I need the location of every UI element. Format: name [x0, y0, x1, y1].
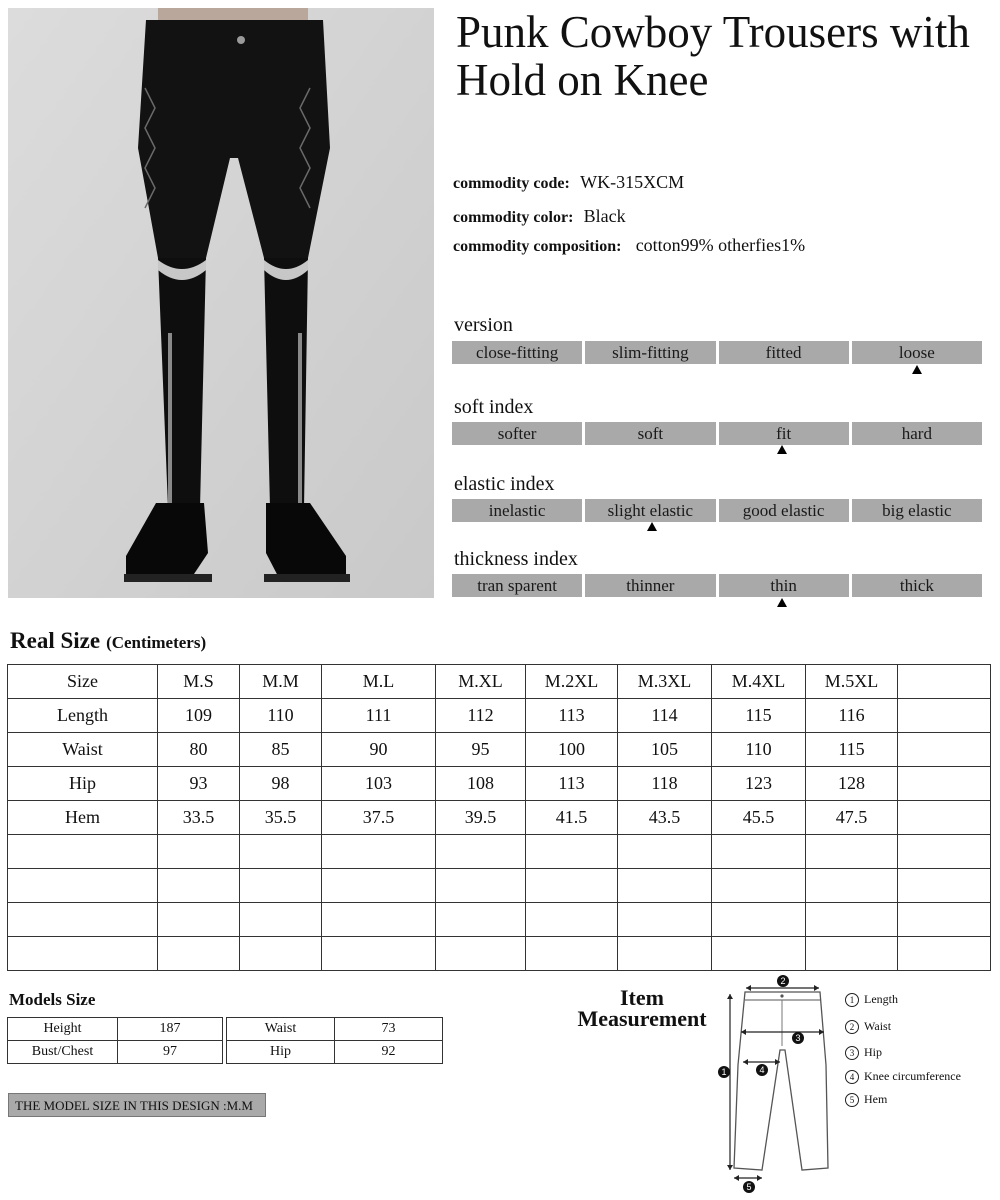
spec-commodity-code [453, 172, 684, 193]
size-row-label: Size [8, 665, 158, 699]
version-selected-marker [912, 365, 922, 374]
size-cell: 114 [618, 699, 712, 733]
size-cell: 103 [322, 767, 436, 801]
spec-commodity-composition [453, 235, 805, 256]
size-cell [712, 903, 806, 937]
size-cell: 45.5 [712, 801, 806, 835]
legend-item-waist [845, 1019, 891, 1034]
table-row [8, 869, 991, 903]
size-cell: 105 [618, 733, 712, 767]
legend-label: Hip [864, 1045, 882, 1059]
size-cell [322, 835, 436, 869]
size-cell: 128 [806, 767, 898, 801]
size-cell: 90 [322, 733, 436, 767]
size-cell: 115 [712, 699, 806, 733]
scale-option: slight elastic [585, 499, 715, 522]
scale-option: loose [852, 341, 982, 364]
size-cell: 80 [158, 733, 240, 767]
real-size-heading [10, 628, 206, 654]
size-cell [898, 903, 991, 937]
size-cell: 112 [436, 699, 526, 733]
size-cell [898, 869, 991, 903]
size-cell: 98 [240, 767, 322, 801]
size-cell: 41.5 [526, 801, 618, 835]
size-cell [240, 903, 322, 937]
svg-text:3: 3 [795, 1033, 801, 1043]
table-header-row [8, 665, 991, 699]
size-cell [898, 699, 991, 733]
size-row-label [8, 835, 158, 869]
legend-item-length [845, 992, 898, 1007]
real-size-title: Real Size [10, 628, 101, 653]
size-column-header: M.4XL [712, 665, 806, 699]
size-cell [806, 937, 898, 971]
model-measure-value: 187 [118, 1018, 223, 1041]
thickness-index-selected-marker [777, 598, 787, 607]
legend-label: Waist [864, 1019, 892, 1033]
size-cell [618, 903, 712, 937]
size-cell [618, 869, 712, 903]
size-cell: 43.5 [618, 801, 712, 835]
table-row [8, 801, 991, 835]
spec-value: WK-315XCM [580, 172, 685, 192]
model-measure-label: Waist [227, 1018, 335, 1041]
model-measure-value: 92 [335, 1041, 443, 1064]
size-cell [158, 937, 240, 971]
soft-index-title: soft index [454, 396, 534, 418]
legend-label: Length [864, 992, 898, 1006]
size-cell [158, 903, 240, 937]
models-size-table-left [7, 1017, 223, 1064]
spec-commodity-color [453, 206, 626, 227]
size-cell: 115 [806, 733, 898, 767]
model-measure-label: Bust/Chest [8, 1041, 118, 1064]
size-column-header: M.S [158, 665, 240, 699]
version-scale [452, 341, 982, 364]
model-measure-value: 97 [118, 1041, 223, 1064]
size-cell: 95 [436, 733, 526, 767]
size-column-header: M.M [240, 665, 322, 699]
table-row [227, 1041, 443, 1064]
model-size-design-note: THE MODEL SIZE IN THIS DESIGN :M.M [8, 1093, 266, 1117]
item-measurement-title: Item Measurement [577, 985, 707, 1031]
scale-option: tran sparent [452, 574, 582, 597]
product-photo [8, 8, 434, 598]
size-cell [712, 835, 806, 869]
table-row [8, 733, 991, 767]
size-cell [898, 835, 991, 869]
version-title: version [454, 314, 513, 336]
size-cell: 113 [526, 767, 618, 801]
size-cell: 100 [526, 733, 618, 767]
legend-label: Knee circumference [864, 1069, 961, 1083]
size-cell [806, 835, 898, 869]
size-row-label: Hem [8, 801, 158, 835]
size-cell [806, 869, 898, 903]
real-size-unit: (Centimeters) [106, 633, 207, 652]
table-row [8, 1041, 223, 1064]
size-cell [436, 937, 526, 971]
size-column-header: M.XL [436, 665, 526, 699]
size-cell [322, 869, 436, 903]
size-cell: 35.5 [240, 801, 322, 835]
table-row [8, 903, 991, 937]
size-row-label: Waist [8, 733, 158, 767]
size-cell [240, 835, 322, 869]
thickness-index-title: thickness index [454, 548, 578, 570]
size-cell [526, 903, 618, 937]
size-cell [526, 937, 618, 971]
size-cell: 110 [712, 733, 806, 767]
model-measure-label: Hip [227, 1041, 335, 1064]
scale-option: good elastic [719, 499, 849, 522]
size-cell [158, 869, 240, 903]
trousers-photo-illustration [8, 8, 434, 598]
scale-option: big elastic [852, 499, 982, 522]
size-column-header: M.2XL [526, 665, 618, 699]
size-cell [240, 937, 322, 971]
table-row [8, 937, 991, 971]
elastic-index-title: elastic index [454, 473, 555, 495]
size-cell [712, 869, 806, 903]
svg-text:4: 4 [759, 1065, 765, 1075]
scale-option: close-fitting [452, 341, 582, 364]
scale-option: soft [585, 422, 715, 445]
legend-item-hip [845, 1045, 882, 1060]
spec-label: commodity color: [453, 209, 574, 226]
legend-number: 3 [845, 1046, 859, 1060]
size-cell: 118 [618, 767, 712, 801]
real-size-table [7, 664, 991, 971]
size-cell: 39.5 [436, 801, 526, 835]
spec-label: commodity code: [453, 175, 570, 192]
legend-label: Hem [864, 1092, 888, 1106]
size-cell: 116 [806, 699, 898, 733]
size-row-label [8, 869, 158, 903]
size-cell [806, 903, 898, 937]
size-cell [898, 733, 991, 767]
svg-text:1: 1 [721, 1067, 727, 1077]
scale-option: thin [719, 574, 849, 597]
size-cell: 113 [526, 699, 618, 733]
legend-item-knee-circumference [845, 1069, 961, 1084]
size-cell: 111 [322, 699, 436, 733]
models-size-table-right [226, 1017, 443, 1064]
table-row [8, 1018, 223, 1041]
size-cell [898, 937, 991, 971]
model-measure-label: Height [8, 1018, 118, 1041]
legend-number: 2 [845, 1020, 859, 1034]
legend-item-hem [845, 1092, 887, 1107]
legend-number: 5 [845, 1093, 859, 1107]
size-cell: 123 [712, 767, 806, 801]
size-cell [240, 869, 322, 903]
real-size-table-body [8, 665, 991, 971]
size-cell [436, 869, 526, 903]
size-cell [436, 903, 526, 937]
size-row-label [8, 903, 158, 937]
elastic-index-scale [452, 499, 982, 522]
size-cell: 109 [158, 699, 240, 733]
elastic-index-selected-marker [647, 522, 657, 531]
size-cell [712, 937, 806, 971]
product-title: Punk Cowboy Trousers with Hold on Knee [456, 7, 970, 105]
size-cell: 37.5 [322, 801, 436, 835]
svg-text:5: 5 [746, 1182, 752, 1192]
models-size-heading: Models Size [9, 990, 96, 1009]
size-cell [436, 835, 526, 869]
table-row [227, 1018, 443, 1041]
spec-label: commodity composition: [453, 238, 622, 255]
spec-value: cotton99% otherfies1% [635, 235, 806, 255]
soft-index-scale [452, 422, 982, 445]
thickness-index-scale [452, 574, 982, 597]
model-measure-value: 73 [335, 1018, 443, 1041]
size-column-header: M.5XL [806, 665, 898, 699]
size-cell [618, 835, 712, 869]
size-cell [898, 767, 991, 801]
scale-option: softer [452, 422, 582, 445]
size-column-header [898, 665, 991, 699]
size-cell: 110 [240, 699, 322, 733]
scale-option: fit [719, 422, 849, 445]
svg-text:2: 2 [780, 976, 786, 986]
size-cell: 108 [436, 767, 526, 801]
size-row-label [8, 937, 158, 971]
scale-option: thick [852, 574, 982, 597]
size-column-header: M.L [322, 665, 436, 699]
size-row-label: Hip [8, 767, 158, 801]
size-cell [322, 937, 436, 971]
legend-number: 1 [845, 993, 859, 1007]
size-column-header: M.3XL [618, 665, 712, 699]
table-row [8, 835, 991, 869]
size-cell [322, 903, 436, 937]
size-cell: 85 [240, 733, 322, 767]
table-row [8, 767, 991, 801]
size-cell [158, 835, 240, 869]
size-cell: 33.5 [158, 801, 240, 835]
size-cell: 93 [158, 767, 240, 801]
size-cell [898, 801, 991, 835]
size-cell [526, 869, 618, 903]
size-row-label: Length [8, 699, 158, 733]
scale-option: hard [852, 422, 982, 445]
trousers-measurement-diagram [710, 970, 840, 1195]
scale-option: fitted [719, 341, 849, 364]
scale-option: slim-fitting [585, 341, 715, 364]
size-cell: 47.5 [806, 801, 898, 835]
size-cell [526, 835, 618, 869]
spec-value: Black [583, 206, 626, 226]
scale-option: thinner [585, 574, 715, 597]
legend-number: 4 [845, 1070, 859, 1084]
scale-option: inelastic [452, 499, 582, 522]
soft-index-selected-marker [777, 445, 787, 454]
table-row [8, 699, 991, 733]
size-cell [618, 937, 712, 971]
